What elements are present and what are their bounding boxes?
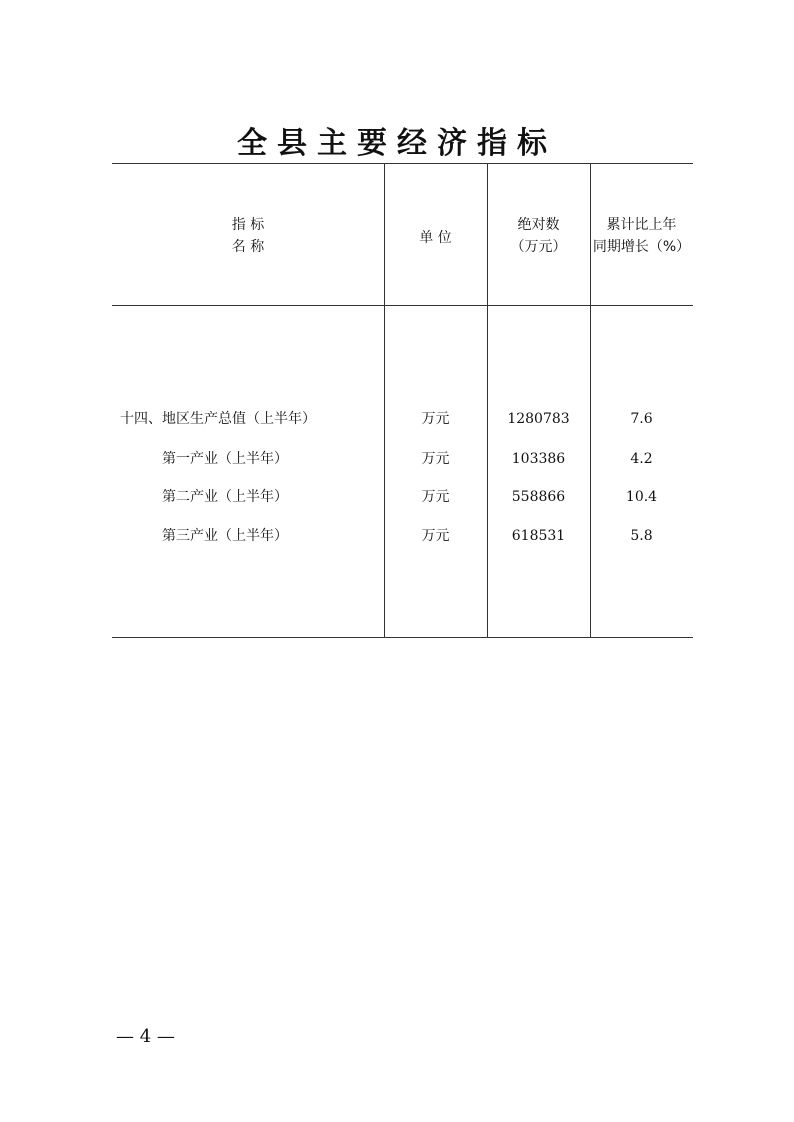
header-name bbox=[112, 214, 384, 258]
header-absolute-line1: 绝对数 bbox=[517, 217, 560, 233]
row-name: 第一产业（上半年） bbox=[162, 451, 288, 467]
header-absolute-line2: （万元） bbox=[510, 239, 567, 255]
header-absolute bbox=[487, 214, 590, 258]
row-name: 第三产业（上半年） bbox=[162, 528, 288, 544]
row-growth: 5.8 bbox=[630, 528, 653, 544]
header-divider bbox=[112, 305, 693, 306]
table-row bbox=[112, 449, 693, 469]
row-growth: 10.4 bbox=[625, 489, 658, 505]
header-growth-line2: 同期增长（%） bbox=[592, 239, 691, 255]
header-growth-line1: 累计比上年 bbox=[606, 217, 677, 233]
header-growth bbox=[590, 214, 693, 258]
row-growth: 7.6 bbox=[630, 411, 653, 427]
page-number: — 4 — bbox=[116, 1026, 175, 1047]
page-title: 全县主要经济指标 bbox=[237, 126, 557, 161]
indicator-table bbox=[112, 163, 693, 638]
table-row bbox=[112, 526, 693, 546]
row-unit: 万元 bbox=[421, 411, 450, 427]
row-unit: 万元 bbox=[421, 528, 450, 544]
row-absolute: 1280783 bbox=[507, 411, 570, 427]
row-unit: 万元 bbox=[421, 489, 450, 505]
row-name: 十四、地区生产总值（上半年） bbox=[120, 411, 316, 427]
table-row bbox=[112, 487, 693, 507]
row-name: 第二产业（上半年） bbox=[162, 489, 288, 505]
row-absolute: 103386 bbox=[511, 451, 566, 467]
header-name-line1: 指 标 bbox=[231, 217, 265, 233]
row-unit: 万元 bbox=[421, 451, 450, 467]
row-absolute: 618531 bbox=[511, 528, 566, 544]
header-name-line2: 名 称 bbox=[231, 239, 265, 255]
table-row bbox=[112, 409, 693, 429]
header-unit: 单 位 bbox=[419, 230, 452, 246]
row-absolute: 558866 bbox=[511, 489, 566, 505]
row-growth: 4.2 bbox=[630, 451, 653, 467]
